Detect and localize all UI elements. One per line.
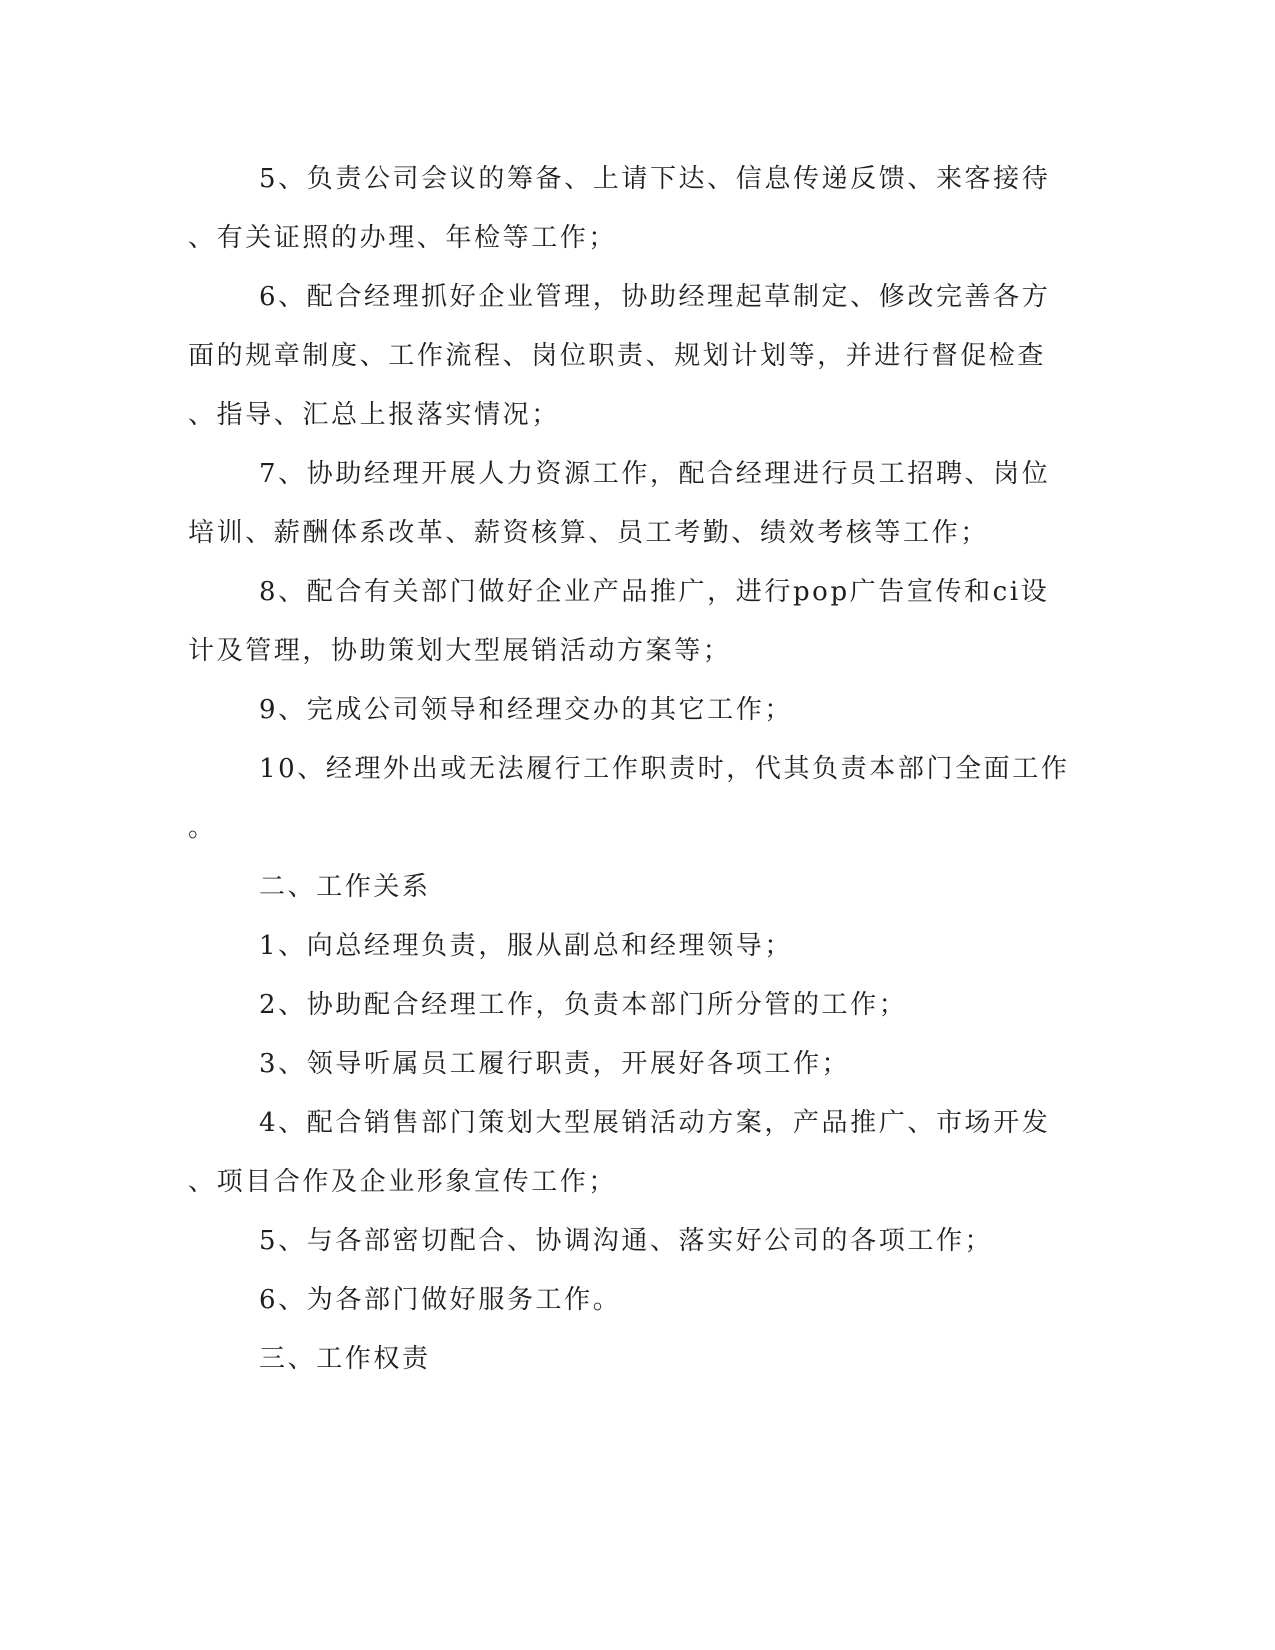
text-line: 、指导、汇总上报落实情况； (188, 400, 560, 430)
text-line: 4、配合销售部门策划大型展销活动方案，产品推广、市场开发 (259, 1108, 1051, 1138)
text-line: 5、负责公司会议的筹备、上请下达、信息传递反馈、来客接待 (259, 164, 1051, 194)
text-line: 8、配合有关部门做好企业产品推广，进行pop广告宣传和ci设 (259, 577, 1050, 607)
text-line: 7、协助经理开展人力资源工作，配合经理进行员工招聘、岗位 (259, 459, 1051, 489)
text-line: 。 (188, 813, 217, 843)
text-line: 面的规章制度、工作流程、岗位职责、规划计划等，并进行督促检查 (188, 341, 1047, 371)
text-line: 计及管理，协助策划大型展销活动方案等； (188, 636, 732, 666)
text-line: 9、完成公司领导和经理交办的其它工作； (259, 695, 793, 725)
text-line: 6、为各部门做好服务工作。 (259, 1285, 622, 1315)
text-line: 5、与各部密切配合、协调沟通、落实好公司的各项工作； (259, 1226, 994, 1256)
section-heading: 三、工作权责 (259, 1344, 431, 1374)
text-line: 培训、薪酬体系改革、薪资核算、员工考勤、绩效考核等工作； (188, 518, 989, 548)
text-line: 6、配合经理抓好企业管理，协助经理起草制定、修改完善各方 (259, 282, 1051, 312)
text-line: 3、领导听属员工履行职责，开展好各项工作； (259, 1049, 851, 1079)
text-line: 2、协助配合经理工作，负责本部门所分管的工作； (259, 990, 908, 1020)
text-line: 1、向总经理负责，服从副总和经理领导； (259, 931, 793, 961)
text-line: 、项目合作及企业形象宣传工作； (188, 1167, 618, 1197)
text-line: 、有关证照的办理、年检等工作； (188, 223, 618, 253)
section-heading: 二、工作关系 (259, 872, 431, 902)
text-line: 10、经理外出或无法履行工作职责时，代其负责本部门全面工作 (259, 754, 1070, 784)
